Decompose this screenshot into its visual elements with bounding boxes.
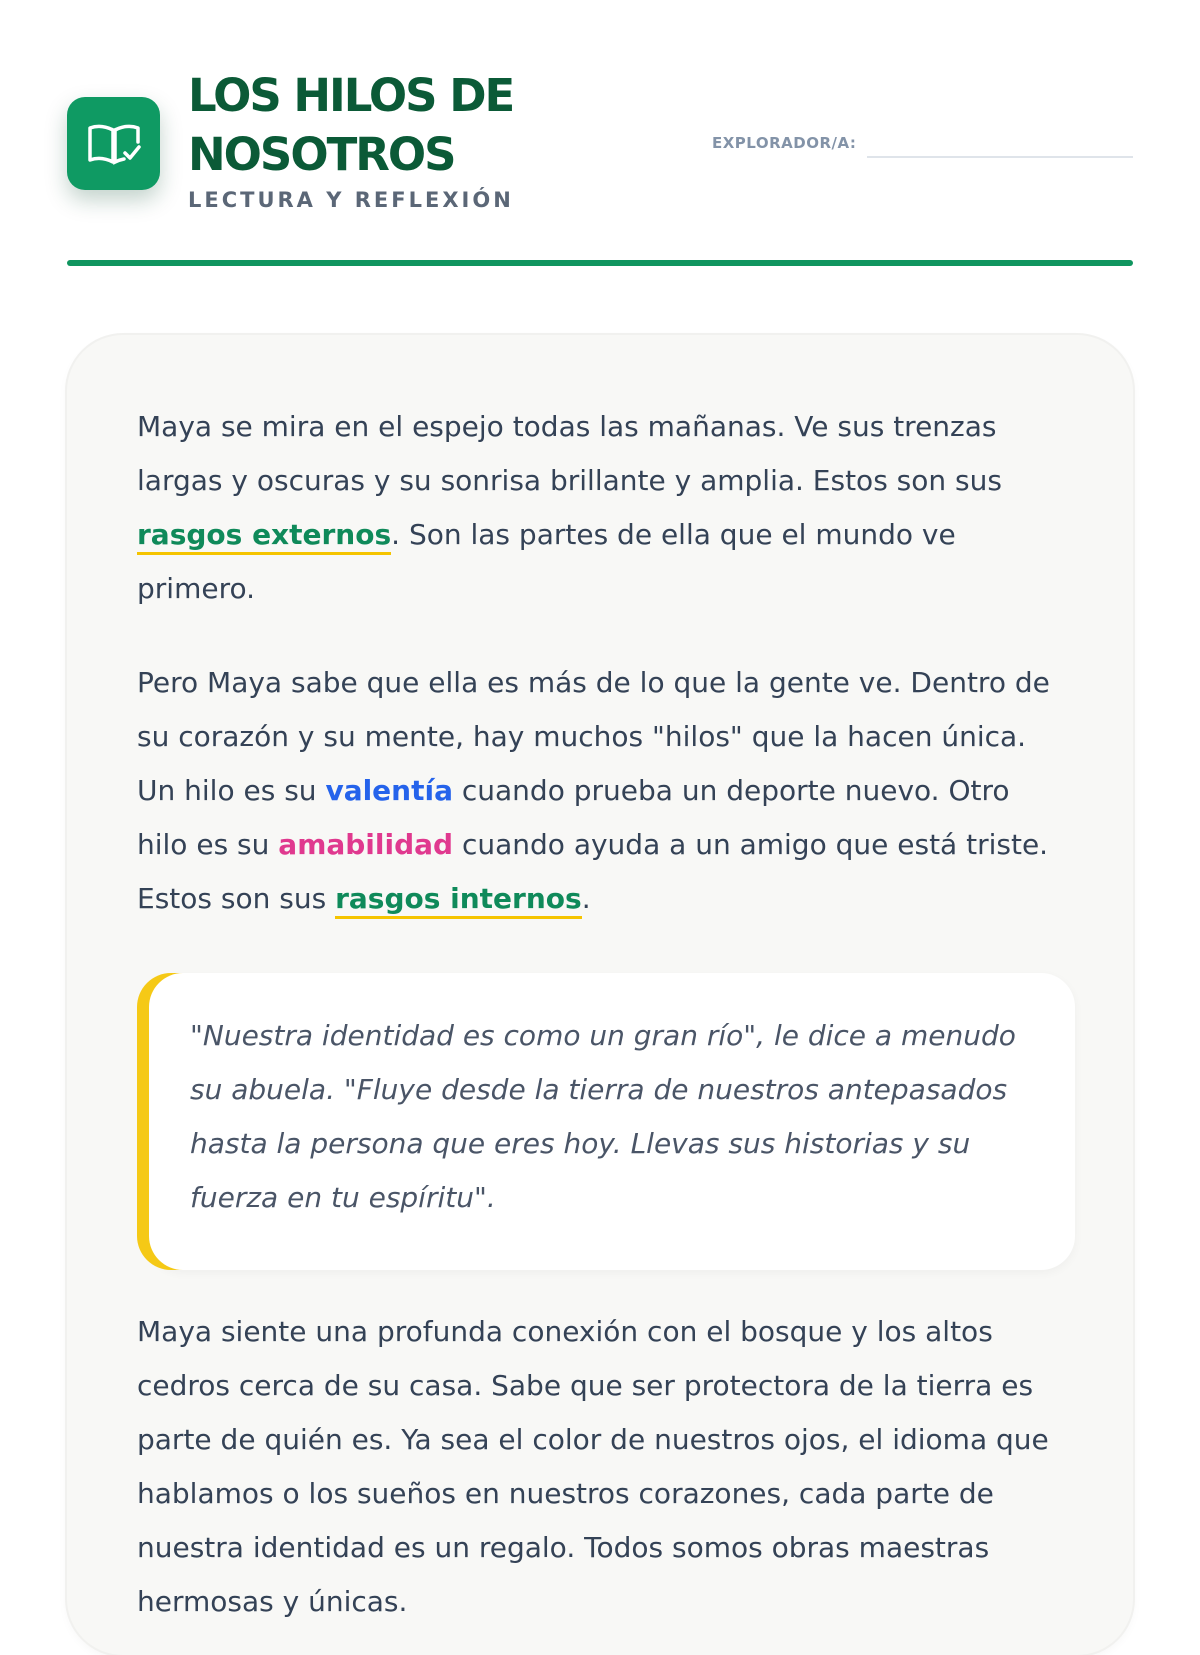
page-title [188, 66, 513, 184]
keyword-amabilidad: amabilidad [278, 828, 454, 861]
keyword-valentia: valentía [325, 774, 453, 807]
p1-text-b: . Son las partes de ella que el mundo ve primero. [137, 518, 956, 605]
keyword-rasgos-externos: rasgos externos [137, 518, 391, 555]
explorer-name-field[interactable] [867, 156, 1133, 158]
keyword-rasgos-internos: rasgos internos [335, 882, 582, 919]
explorer-label: EXPLORADOR/A: [712, 134, 857, 152]
p2-text-a: Pero Maya sabe que ella es más de lo que la gente ve. Dentro de su corazón y su mente, hay muchos "hilos" que la hacen única. Un hilo es su [137, 666, 1050, 807]
worksheet-header [67, 60, 1133, 260]
story-paragraph-1 [137, 400, 1067, 616]
story-paragraph-3: Maya siente una profunda conexión con el bosque y los altos cedros cerca de su casa. Sabe que ser protectora de la tierra es parte de quién es. Ya sea el color de nuestros ojos, el idioma que hablamos o los sueños en nuestros corazones, cada parte de nuestra identidad es un regalo. Todos somos obras maestras hermosas y únicas. [137, 1315, 1049, 1618]
p2-text-b: cuando prueba un deporte nuevo. Otro hilo es su [137, 774, 1010, 861]
p2-text-c: cuando ayuda a un amigo que está triste. Estos son sus [137, 828, 1049, 915]
p1-text-a: Maya se mira en el espejo todas las mañanas. Ve sus trenzas largas y oscuras y su sonrisa brillante y amplia. Estos son sus [137, 410, 1002, 497]
story-card [67, 335, 1133, 1655]
book-check-icon [86, 120, 142, 168]
logo-badge [67, 97, 160, 190]
header-divider [67, 260, 1133, 266]
title-line-2: NOSOTROS [188, 128, 455, 181]
p2-text-d: . [581, 882, 591, 915]
page-subtitle: LECTURA Y REFLEXIÓN [188, 188, 514, 212]
story-paragraph-2 [137, 656, 1067, 926]
grandmother-quote [149, 973, 1075, 1270]
title-line-1: LOS HILOS DE [188, 69, 514, 122]
quote-text: "Nuestra identidad es como un gran río", le dice a menudo su abuela. "Fluye desde la tierra de nuestros antepasados hasta la persona que eres hoy. Llevas sus historias y su fuerza en tu espíritu". [190, 1019, 1016, 1214]
